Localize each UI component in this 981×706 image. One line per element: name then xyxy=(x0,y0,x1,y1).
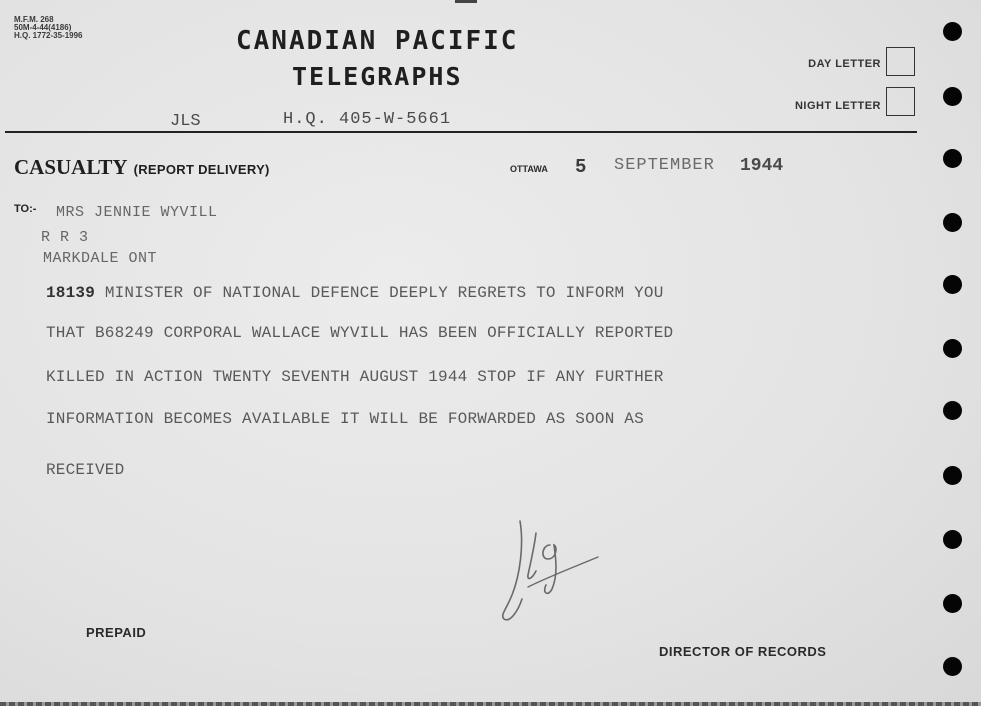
signatory-title: DIRECTOR OF RECORDS xyxy=(659,644,827,659)
punch-hole-icon xyxy=(943,213,962,232)
prepaid-label: PREPAID xyxy=(86,625,147,640)
form-code-block xyxy=(14,16,83,40)
punch-hole-icon xyxy=(943,275,962,294)
hq-reference: H.Q. 405-W-5661 xyxy=(283,110,452,129)
punch-hole-icon xyxy=(943,466,962,485)
message-type xyxy=(14,155,270,180)
company-name-line2: TELEGRAPHS xyxy=(292,62,463,91)
message-type-label: CASUALTY xyxy=(14,155,128,179)
day-letter-checkbox[interactable] xyxy=(886,47,915,76)
punch-hole-icon xyxy=(943,87,962,106)
punch-hole-icon xyxy=(943,22,962,41)
recipient-name: MRS JENNIE WYVILL xyxy=(56,204,218,221)
form-code-line: M.F.M. 268 xyxy=(14,15,54,24)
punch-hole-icon xyxy=(943,401,962,420)
top-edge-mark xyxy=(455,0,477,3)
punch-hole-icon xyxy=(943,594,962,613)
header-divider xyxy=(5,131,917,133)
message-type-note: (REPORT DELIVERY) xyxy=(133,162,270,177)
message-body-line: RECEIVED xyxy=(46,461,125,479)
operator-initials: JLS xyxy=(170,112,201,131)
handwritten-initials-signature xyxy=(498,515,603,625)
form-code-line: H.Q. 1772-35-1996 xyxy=(14,31,83,40)
to-label: TO:- xyxy=(14,203,37,215)
night-letter-checkbox[interactable] xyxy=(886,87,915,116)
place-label: OTTAWA xyxy=(510,164,548,174)
punch-hole-icon xyxy=(943,657,962,676)
punch-hole-icon xyxy=(943,339,962,358)
message-body-text: MINISTER OF NATIONAL DEFENCE DEEPLY REGRETS TO INFORM YOU xyxy=(104,284,664,302)
recipient-route: R R 3 xyxy=(41,229,89,246)
perforated-bottom-edge xyxy=(0,702,981,706)
message-body-line xyxy=(46,284,664,302)
date-day: 5 xyxy=(575,156,587,178)
recipient-town: MARKDALE ONT xyxy=(43,250,158,267)
message-body-line: THAT B68249 CORPORAL WALLACE WYVILL HAS BEEN OFFICIALLY REPORTED xyxy=(46,324,674,342)
form-code-line: 50M-4-44(4186) xyxy=(14,23,72,32)
night-letter-label: NIGHT LETTER xyxy=(794,100,881,112)
date-year: 1944 xyxy=(740,156,784,176)
message-body-line: KILLED IN ACTION TWENTY SEVENTH AUGUST 1944 STOP IF ANY FURTHER xyxy=(46,368,664,386)
message-body-line: INFORMATION BECOMES AVAILABLE IT WILL BE FORWARDED AS SOON AS xyxy=(46,410,644,428)
punch-hole-icon xyxy=(943,530,962,549)
punch-hole-icon xyxy=(943,149,962,168)
date-month: SEPTEMBER xyxy=(614,156,715,175)
day-letter-label: DAY LETTER xyxy=(808,58,881,70)
message-number: 18139 xyxy=(46,284,96,302)
company-name-line1: CANADIAN PACIFIC xyxy=(236,26,519,56)
